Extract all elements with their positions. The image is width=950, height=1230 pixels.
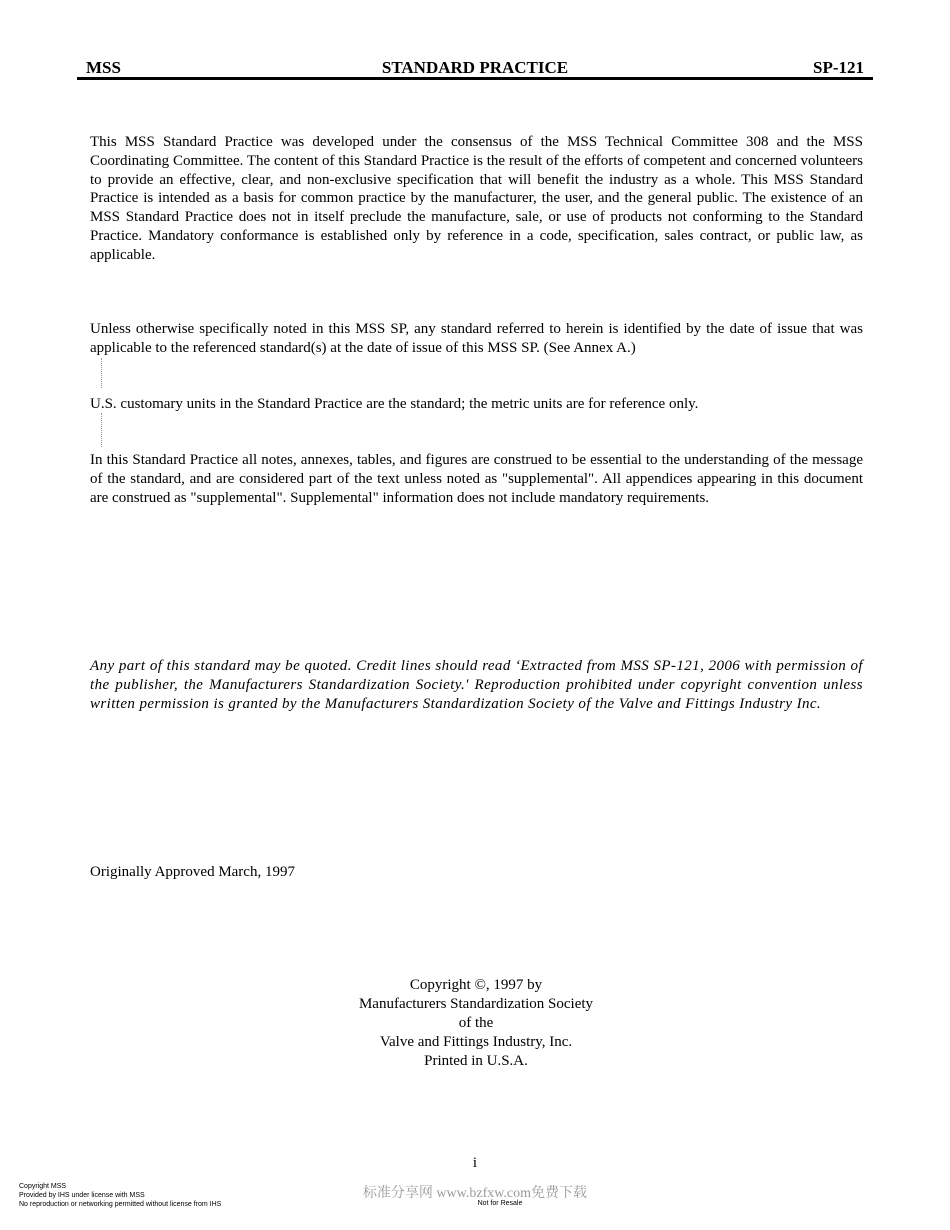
header-title: STANDARD PRACTICE <box>381 58 569 77</box>
supplemental-paragraph: In this Standard Practice all notes, annexes, tables, and figures are construed to be essential to the understanding of the message of the standard, and are considered part of the text unless noted as "supplemental". All appendices appearing in this document are construed as "supplemental". Supplemental" information does not include mandatory requirements. <box>90 452 863 506</box>
approval-date: Originally Approved March, 1997 <box>90 864 295 880</box>
units-paragraph: U.S. customary units in the Standard Practice are the standard; the metric units are for reference only. <box>90 396 699 412</box>
revision-mark <box>101 413 102 447</box>
copyright-block <box>0 976 950 1071</box>
copyright-line: Valve and Fittings Industry, Inc. <box>379 1034 573 1050</box>
credit-line-paragraph: Any part of this standard may be quoted. Credit lines should read ‘Extracted from MSS SP-121, 2006 with permission of the publisher, the Manufacturers Standardization Society.' Reproduction prohibited under copyright convention unless written permission is granted by the Manufacturers Standardization Society of the Valve and Fittings Industry Inc. <box>90 658 863 712</box>
copyright-line: of the <box>458 1015 494 1031</box>
header-doc-number: SP-121 <box>813 58 864 77</box>
referenced-standards-paragraph: Unless otherwise specifically noted in this MSS SP, any standard referred to herein is identified by the date of issue that was applicable to the referenced standard(s) at the date of issue of this MSS SP. (See Annex A.) <box>90 321 863 356</box>
copyright-line: Copyright ©, 1997 by <box>409 977 543 993</box>
intro-paragraph: This MSS Standard Practice was developed under the consensus of the MSS Technical Committee 308 and the MSS Coordinating Committee. The content of this Standard Practice is the result of the efforts of competent and concerned volunteers to provide an effective, clear, and non-exclusive specification that will benefit the industry as a whole. This MSS Standard Practice is intended as a basis for common practice by the manufacturer, the user, and the general public. The existence of an MSS Standard Practice does not in itself preclude the manufacture, sale, or use of products not conforming to the Standard Practice. Mandatory conformance is established only by reference in a code, specification, sales contract, or public law, as applicable. <box>90 134 863 263</box>
revision-mark <box>101 358 102 388</box>
page-header <box>77 58 873 78</box>
license-line: No reproduction or networking permitted without license from IHS <box>19 1201 222 1208</box>
copyright-line: Manufacturers Standardization Society <box>358 996 594 1012</box>
license-line: Provided by IHS under license with MSS <box>19 1192 145 1199</box>
header-rule <box>77 77 873 80</box>
not-for-resale-note: Not for Resale <box>477 1200 523 1207</box>
page-number: i <box>472 1155 478 1171</box>
watermark-text: 标准分享网 www.bzfxw.com免费下载 <box>362 1186 588 1201</box>
header-org: MSS <box>86 58 121 77</box>
license-line: Copyright MSS <box>19 1183 67 1190</box>
copyright-line: Printed in U.S.A. <box>424 1053 528 1069</box>
